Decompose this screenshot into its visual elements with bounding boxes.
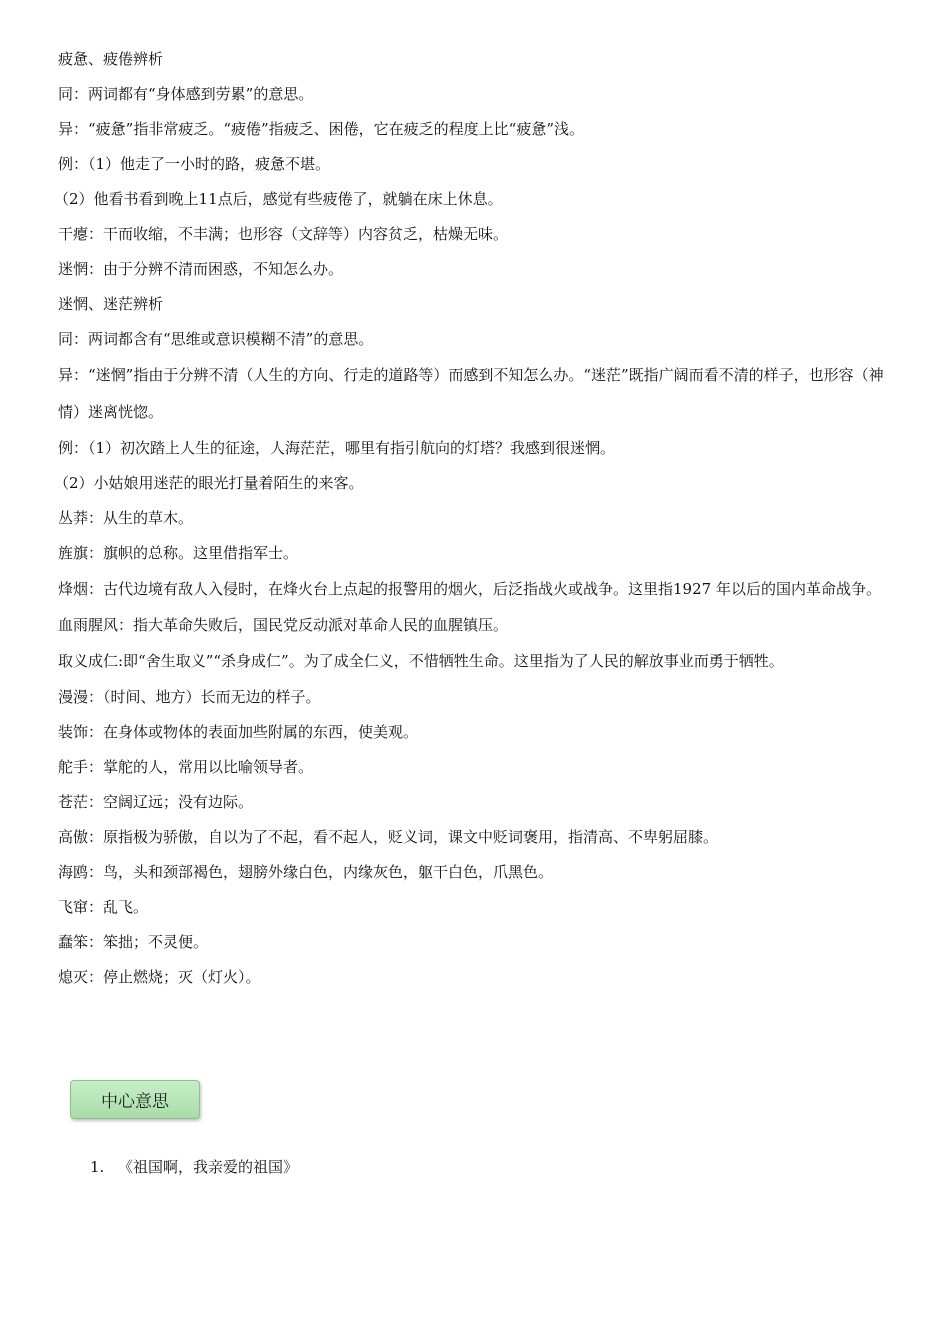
text-line: 蠢笨：笨拙；不灵便。 xyxy=(58,933,209,951)
list-item-text: 《祖国啊，我亲爱的祖国》 xyxy=(118,1158,299,1176)
text-line: 飞窜：乱飞。 xyxy=(58,898,149,916)
text-line: 装饰：在身体或物体的表面加些附属的东西，使美观。 xyxy=(58,723,419,741)
text-line: 海鸥：鸟，头和颈部褐色，翅膀外缘白色，内缘灰色，躯干白色，爪黑色。 xyxy=(58,863,554,881)
text-line: （2）他看书看到晚上11点后，感觉有些疲倦了，就躺在床上休息。 xyxy=(54,190,503,208)
text-line: 苍茫：空阔辽远；没有边际。 xyxy=(58,793,254,811)
text-line: 干瘪：干而收缩，不丰满；也形容（文辞等）内容贫乏，枯燥无味。 xyxy=(58,225,509,243)
text-line: 同：两词都有“身体感到劳累”的意思。 xyxy=(58,85,314,103)
text-line: 烽烟：古代边境有敌人入侵时，在烽火台上点起的报警用的烟火，后泛指战火或战争。这里指1927 年以后的国内革命战争。 xyxy=(58,580,881,598)
text-line: 漫漫：（时间、地方）长而无边的样子。 xyxy=(58,688,321,706)
text-line: 例：（1）初次踏上人生的征途，人海茫茫，哪里有指引航向的灯塔？我感到很迷惘。 xyxy=(58,439,616,457)
text-line: 疲惫、疲倦辨析 xyxy=(58,50,164,68)
text-line: 取义成仁:即“舍生取义”“杀身成仁”。为了成全仁义，不惜牺牲生命。这里指为了人民的解放事业而勇于牺牲。 xyxy=(58,652,784,670)
numbered-list-item xyxy=(90,1155,298,1179)
text-line: （2）小姑娘用迷茫的眼光打量着陌生的来客。 xyxy=(54,474,364,492)
text-line: 丛莽：从生的草木。 xyxy=(58,509,194,527)
text-line: 异：“疲惫”指非常疲乏。“疲倦”指疲乏、困倦，它在疲乏的程度上比“疲惫”浅。 xyxy=(58,120,585,138)
text-line: 血雨腥风：指大革命失败后，国民党反动派对革命人民的血腥镇压。 xyxy=(58,616,509,634)
text-line: 迷惘：由于分辨不清而困惑，不知怎么办。 xyxy=(58,260,344,278)
section-heading-badge: 中心意思 xyxy=(70,1080,200,1119)
text-line: 舵手：掌舵的人，常用以比喻领导者。 xyxy=(58,758,314,776)
text-line: 异：“迷惘”指由于分辨不清（人生的方向、行走的道路等）而感到不知怎么办。“迷茫”既指广阔而看不清的样子，也形容（神情）迷离恍惚。 xyxy=(58,366,884,421)
text-line: 同：两词都含有“思维或意识模糊不清”的意思。 xyxy=(58,330,374,348)
text-line: 例：（1）他走了一小时的路，疲惫不堪。 xyxy=(58,155,331,173)
text-line: 熄灭：停止燃烧；灭（灯火）。 xyxy=(58,968,261,986)
text-line: 高傲：原指极为骄傲，自以为了不起，看不起人，贬义词，课文中贬词褒用，指清高、不卑躬屈膝。 xyxy=(58,828,719,846)
text-line: 迷惘、迷茫辨析 xyxy=(58,295,164,313)
list-item-number: 1. xyxy=(90,1158,105,1176)
text-line: 旌旗：旗帜的总称。这里借指军士。 xyxy=(58,544,299,562)
document-body xyxy=(54,42,898,995)
